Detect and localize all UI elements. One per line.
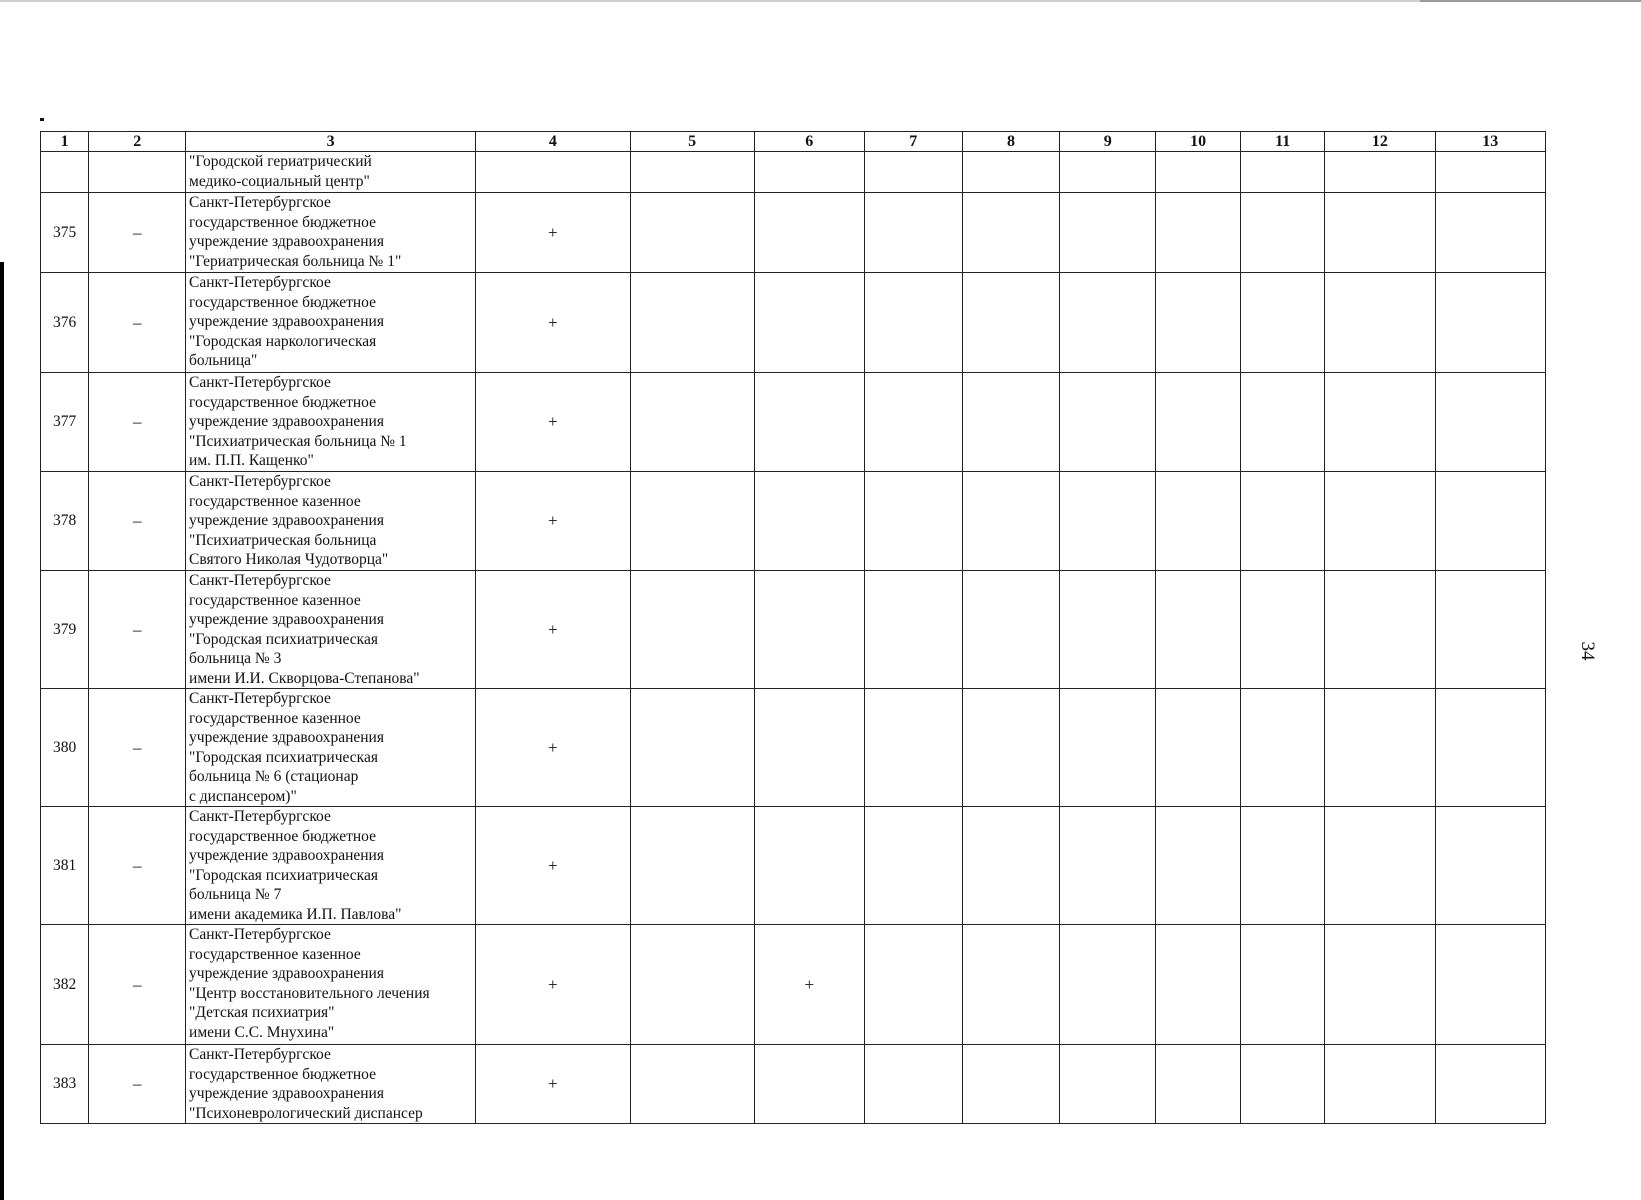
cell-col7 bbox=[864, 472, 962, 571]
cell-col10 bbox=[1156, 1045, 1241, 1124]
cell-col9 bbox=[1060, 472, 1156, 571]
cell-col4: + bbox=[476, 689, 630, 807]
cell-col6: + bbox=[754, 925, 864, 1045]
cell-col5 bbox=[630, 152, 754, 193]
cell-col4: + bbox=[476, 1045, 630, 1124]
cell-col8 bbox=[962, 193, 1060, 273]
cell-col9 bbox=[1060, 373, 1156, 472]
cell-col9 bbox=[1060, 807, 1156, 925]
cell-col11 bbox=[1241, 152, 1325, 193]
cell-col2: – bbox=[89, 373, 186, 472]
cell-col9 bbox=[1060, 689, 1156, 807]
cell-col12 bbox=[1325, 571, 1435, 689]
cell-col7 bbox=[864, 925, 962, 1045]
cell-col6 bbox=[754, 1045, 864, 1124]
cell-col5 bbox=[630, 472, 754, 571]
cell-col6 bbox=[754, 472, 864, 571]
top-edge-line-right bbox=[1420, 0, 1641, 2]
cell-col4: + bbox=[476, 373, 630, 472]
cell-number bbox=[41, 152, 89, 193]
cell-col5 bbox=[630, 807, 754, 925]
cell-col12 bbox=[1325, 689, 1435, 807]
cell-col6 bbox=[754, 273, 864, 373]
column-header-1: 1 bbox=[41, 132, 89, 152]
cell-col11 bbox=[1241, 1045, 1325, 1124]
cell-number: 375 bbox=[41, 193, 89, 273]
cell-col10 bbox=[1156, 152, 1241, 193]
cell-organization-name: Санкт-Петербургское государственное бюджетное учреждение здравоохранения "Городская психиатрическая больница № 7 имени академика И.П. Павлова" bbox=[186, 807, 476, 925]
table-row bbox=[41, 689, 1546, 807]
column-header-10: 10 bbox=[1156, 132, 1241, 152]
cell-col8 bbox=[962, 472, 1060, 571]
cell-col5 bbox=[630, 1045, 754, 1124]
cell-col7 bbox=[864, 273, 962, 373]
table-row bbox=[41, 193, 1546, 273]
cell-col13 bbox=[1435, 1045, 1545, 1124]
cell-col7 bbox=[864, 152, 962, 193]
cell-col12 bbox=[1325, 152, 1435, 193]
cell-col13 bbox=[1435, 925, 1545, 1045]
cell-col12 bbox=[1325, 1045, 1435, 1124]
cell-number: 379 bbox=[41, 571, 89, 689]
cell-col2: – bbox=[89, 807, 186, 925]
cell-col6 bbox=[754, 571, 864, 689]
cell-col7 bbox=[864, 1045, 962, 1124]
cell-col9 bbox=[1060, 152, 1156, 193]
scan-left-edge bbox=[0, 262, 4, 1200]
cell-col12 bbox=[1325, 193, 1435, 273]
cell-col11 bbox=[1241, 273, 1325, 373]
cell-organization-name: Санкт-Петербургское государственное казенное учреждение здравоохранения "Центр восстановительного лечения "Детская психиатрия" имени С.С. Мнухина" bbox=[186, 925, 476, 1045]
cell-col11 bbox=[1241, 193, 1325, 273]
column-header-3: 3 bbox=[186, 132, 476, 152]
cell-col6 bbox=[754, 373, 864, 472]
cell-col4: + bbox=[476, 925, 630, 1045]
cell-col10 bbox=[1156, 689, 1241, 807]
cell-col12 bbox=[1325, 472, 1435, 571]
cell-col6 bbox=[754, 152, 864, 193]
cell-col13 bbox=[1435, 472, 1545, 571]
page-number: 34 bbox=[1577, 641, 1598, 661]
cell-col13 bbox=[1435, 373, 1545, 472]
cell-organization-name: Санкт-Петербургское государственное казенное учреждение здравоохранения "Городская психиатрическая больница № 6 (стационар с диспансером)" bbox=[186, 689, 476, 807]
cell-col6 bbox=[754, 193, 864, 273]
cell-col8 bbox=[962, 152, 1060, 193]
table-row bbox=[41, 1045, 1546, 1124]
cell-number: 378 bbox=[41, 472, 89, 571]
cell-col8 bbox=[962, 273, 1060, 373]
cell-col2: – bbox=[89, 1045, 186, 1124]
cell-number: 382 bbox=[41, 925, 89, 1045]
cell-number: 377 bbox=[41, 373, 89, 472]
header-row bbox=[41, 132, 1546, 152]
column-header-2: 2 bbox=[89, 132, 186, 152]
column-header-7: 7 bbox=[864, 132, 962, 152]
cell-col4: + bbox=[476, 807, 630, 925]
cell-col5 bbox=[630, 571, 754, 689]
table-row bbox=[41, 925, 1546, 1045]
table-row bbox=[41, 273, 1546, 373]
cell-col10 bbox=[1156, 373, 1241, 472]
cell-col2: – bbox=[89, 689, 186, 807]
cell-number: 383 bbox=[41, 1045, 89, 1124]
cell-organization-name: Санкт-Петербургское государственное бюджетное учреждение здравоохранения "Психоневрологический диспансер bbox=[186, 1045, 476, 1124]
cell-col13 bbox=[1435, 273, 1545, 373]
cell-col8 bbox=[962, 1045, 1060, 1124]
top-edge-line bbox=[0, 0, 1641, 2]
cell-col10 bbox=[1156, 925, 1241, 1045]
column-header-12: 12 bbox=[1325, 132, 1435, 152]
cell-col2: – bbox=[89, 273, 186, 373]
cell-col6 bbox=[754, 807, 864, 925]
column-header-4: 4 bbox=[476, 132, 630, 152]
cell-col11 bbox=[1241, 571, 1325, 689]
scan-speck bbox=[40, 118, 44, 121]
column-header-6: 6 bbox=[754, 132, 864, 152]
cell-col4: + bbox=[476, 273, 630, 373]
cell-col7 bbox=[864, 807, 962, 925]
column-header-11: 11 bbox=[1241, 132, 1325, 152]
cell-number: 376 bbox=[41, 273, 89, 373]
cell-col9 bbox=[1060, 925, 1156, 1045]
cell-col8 bbox=[962, 689, 1060, 807]
cell-col13 bbox=[1435, 571, 1545, 689]
cell-organization-name: Санкт-Петербургское государственное бюджетное учреждение здравоохранения "Гериатрическая больница № 1" bbox=[186, 193, 476, 273]
cell-col5 bbox=[630, 373, 754, 472]
register-table bbox=[40, 131, 1546, 1124]
cell-col8 bbox=[962, 807, 1060, 925]
cell-col7 bbox=[864, 373, 962, 472]
cell-col4: + bbox=[476, 193, 630, 273]
column-header-9: 9 bbox=[1060, 132, 1156, 152]
cell-col10 bbox=[1156, 472, 1241, 571]
column-header-13: 13 bbox=[1435, 132, 1545, 152]
cell-col4: + bbox=[476, 571, 630, 689]
cell-col5 bbox=[630, 273, 754, 373]
cell-col11 bbox=[1241, 689, 1325, 807]
cell-col9 bbox=[1060, 273, 1156, 373]
cell-col13 bbox=[1435, 807, 1545, 925]
cell-col8 bbox=[962, 373, 1060, 472]
cell-col6 bbox=[754, 689, 864, 807]
cell-col13 bbox=[1435, 193, 1545, 273]
cell-col2: – bbox=[89, 472, 186, 571]
cell-col10 bbox=[1156, 571, 1241, 689]
cell-organization-name: Санкт-Петербургское государственное бюджетное учреждение здравоохранения "Психиатрическая больница № 1 им. П.П. Кащенко" bbox=[186, 373, 476, 472]
cell-col5 bbox=[630, 689, 754, 807]
cell-col7 bbox=[864, 193, 962, 273]
table-row bbox=[41, 152, 1546, 193]
cell-col12 bbox=[1325, 373, 1435, 472]
cell-col11 bbox=[1241, 472, 1325, 571]
cell-col2 bbox=[89, 152, 186, 193]
table-row bbox=[41, 472, 1546, 571]
cell-col4 bbox=[476, 152, 630, 193]
cell-organization-name: Санкт-Петербургское государственное бюджетное учреждение здравоохранения "Городская наркологическая больница" bbox=[186, 273, 476, 373]
cell-col10 bbox=[1156, 273, 1241, 373]
cell-col12 bbox=[1325, 273, 1435, 373]
cell-col11 bbox=[1241, 925, 1325, 1045]
cell-col12 bbox=[1325, 925, 1435, 1045]
cell-col5 bbox=[630, 193, 754, 273]
cell-col9 bbox=[1060, 571, 1156, 689]
cell-col11 bbox=[1241, 807, 1325, 925]
cell-col9 bbox=[1060, 1045, 1156, 1124]
cell-col9 bbox=[1060, 193, 1156, 273]
cell-organization-name: "Городской гериатрический медико-социальный центр" bbox=[186, 152, 476, 193]
cell-col13 bbox=[1435, 689, 1545, 807]
cell-col5 bbox=[630, 925, 754, 1045]
cell-col10 bbox=[1156, 193, 1241, 273]
cell-col10 bbox=[1156, 807, 1241, 925]
cell-number: 380 bbox=[41, 689, 89, 807]
cell-col8 bbox=[962, 925, 1060, 1045]
cell-col8 bbox=[962, 571, 1060, 689]
cell-col7 bbox=[864, 689, 962, 807]
column-header-8: 8 bbox=[962, 132, 1060, 152]
cell-col7 bbox=[864, 571, 962, 689]
cell-col2: – bbox=[89, 571, 186, 689]
cell-col2: – bbox=[89, 193, 186, 273]
cell-number: 381 bbox=[41, 807, 89, 925]
cell-organization-name: Санкт-Петербургское государственное казенное учреждение здравоохранения "Психиатрическая больница Святого Николая Чудотворца" bbox=[186, 472, 476, 571]
cell-col11 bbox=[1241, 373, 1325, 472]
cell-col12 bbox=[1325, 807, 1435, 925]
cell-col2: – bbox=[89, 925, 186, 1045]
cell-col13 bbox=[1435, 152, 1545, 193]
table-row bbox=[41, 807, 1546, 925]
cell-organization-name: Санкт-Петербургское государственное казенное учреждение здравоохранения "Городская психиатрическая больница № 3 имени И.И. Скворцова-Степанова" bbox=[186, 571, 476, 689]
column-header-5: 5 bbox=[630, 132, 754, 152]
table-row bbox=[41, 571, 1546, 689]
cell-col4: + bbox=[476, 472, 630, 571]
table-row bbox=[41, 373, 1546, 472]
